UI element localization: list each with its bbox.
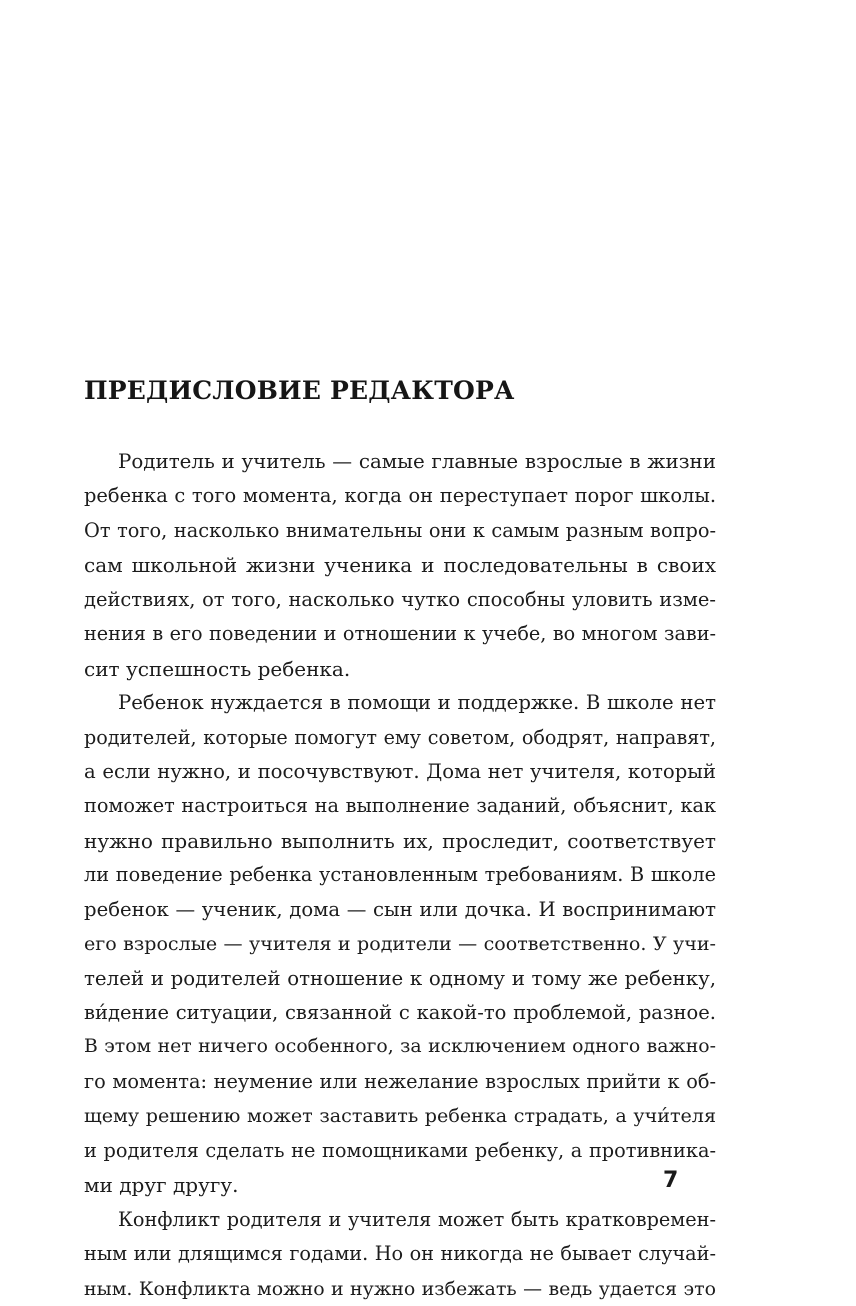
text-line: нужно правильно выполнить их, проследит, соответствует <box>84 828 716 853</box>
chapter-heading: ПРЕДИСЛОВИЕ РЕДАКТОРА <box>84 376 515 405</box>
text-line: ми друг другу. <box>84 1173 239 1198</box>
page-number: 7 <box>663 1168 679 1193</box>
text-line: ли поведение ребенка установленным требованиям. В школе <box>84 863 716 887</box>
text-line: а если нужно, и посочувствуют. Дома нет учителя, который <box>84 759 716 783</box>
text-line: нения в его поведении и отношении к учебе, во многом зави- <box>84 622 716 646</box>
text-line: В этом нет ничего особенного, за исключением одного важно- <box>84 1036 716 1058</box>
text-line: Ребенок нуждается в помощи и поддержке. В школе нет <box>118 691 716 715</box>
text-line: го момента: неумение или нежелание взрослых прийти к об- <box>84 1069 716 1093</box>
text-line: телей и родителей отношение к одному и тому же ребенку, <box>84 966 716 990</box>
text-line: его взрослые — учителя и родители — соответственно. У учи- <box>84 933 716 956</box>
text-line: ным или длящимся годами. Но он никогда не бывает случай- <box>84 1242 716 1266</box>
text-line: поможет настроиться на выполнение заданий, объяснит, как <box>84 794 716 818</box>
text-line: действиях, от того, насколько чутко способны уловить изме- <box>84 587 716 611</box>
text-line: ребенок — ученик, дома — сын или дочка. И воспринимают <box>84 897 716 921</box>
text-line: сит успешность ребенка. <box>84 656 351 681</box>
text-line: ным. Конфликта можно и нужно избежать — ведь удается это <box>84 1277 716 1300</box>
text-line: ви́дение ситуации, связанной с какой-то проблемой, разное. <box>84 1001 716 1024</box>
text-line: Родитель и учитель — самые главные взрослые в жизни <box>118 450 716 473</box>
text-line: сам школьной жизни ученика и последовательны в своих <box>84 553 716 578</box>
text-line: родителей, которые помогут ему советом, ободрят, направят, <box>84 725 716 749</box>
body-text <box>84 445 716 1306</box>
text-line: Конфликт родителя и учителя может быть кратковремен- <box>118 1207 716 1231</box>
text-line: ребенка с того момента, когда он переступает порог школы. <box>84 484 716 508</box>
text-line: щему решению может заставить ребенка страдать, а учи́теля <box>84 1104 716 1128</box>
text-line: От того, насколько внимательны они к самым разным вопро- <box>84 518 716 542</box>
text-line: и родителя сделать не помощниками ребенку, а противника- <box>84 1138 716 1162</box>
